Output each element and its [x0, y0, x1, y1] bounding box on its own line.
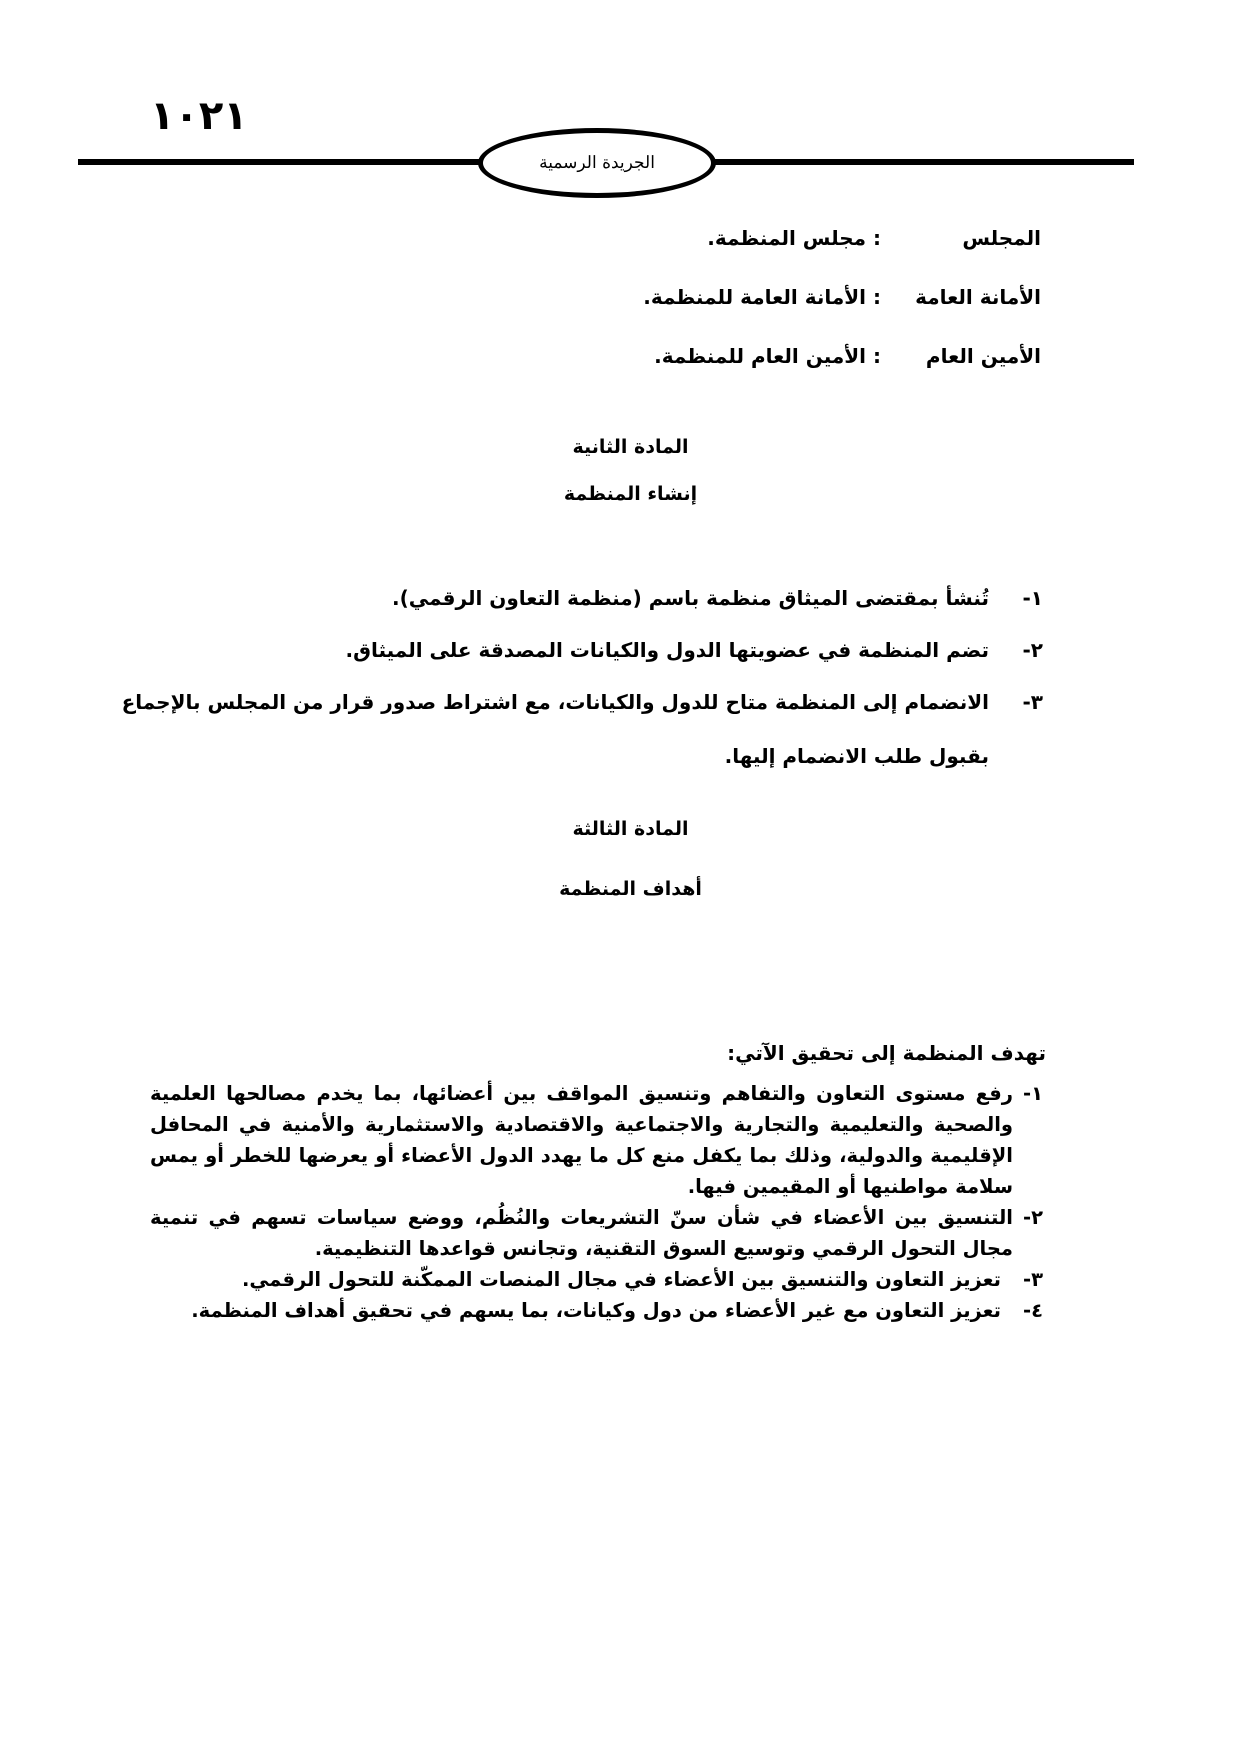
article3-intro: تهدف المنظمة إلى تحقيق الآتي: — [727, 1041, 1046, 1065]
list-item — [150, 1264, 1043, 1295]
item-text: تعزيز التعاون والتنسيق بين الأعضاء في مجال المنصات الممكّنة للتحول الرقمي. — [241, 1268, 1001, 1291]
article3-subtitle: أهداف المنظمة — [559, 878, 702, 900]
item-number: ١- — [1022, 586, 1043, 610]
gazette-title-badge — [478, 128, 716, 198]
list-item — [150, 1078, 1043, 1202]
definition-row — [643, 287, 1041, 307]
article2-list — [121, 586, 1043, 768]
item-number: ٤- — [1023, 1299, 1043, 1322]
definition-value: : الأمانة العامة للمنظمة. — [643, 285, 881, 309]
definition-term: المجلس — [962, 226, 1041, 250]
definition-value: : الأمين العام للمنظمة. — [654, 344, 881, 368]
item-text-continuation: بقبول طلب الانضمام إليها. — [724, 744, 989, 768]
definition-row — [654, 346, 1041, 366]
list-item — [150, 1295, 1043, 1326]
page-number: ١٠٢١ — [150, 93, 248, 139]
article3-title: المادة الثالثة — [572, 818, 689, 840]
item-text: الانضمام إلى المنظمة متاح للدول والكيانات، مع اشتراط صدور قرار من المجلس بالإجماع — [121, 690, 989, 714]
item-text: تُنشأ بمقتضى الميثاق منظمة باسم (منظمة التعاون الرقمي). — [392, 586, 989, 610]
list-item — [150, 640, 1043, 660]
item-text: تعزيز التعاون مع غير الأعضاء من دول وكيانات، بما يسهم في تحقيق أهداف المنظمة. — [191, 1299, 1001, 1322]
item-number: ٢- — [1023, 1206, 1043, 1229]
item-text: رفع مستوى التعاون والتفاهم وتنسيق المواقف بين أعضائها، بما يخدم مصالحها العلمية والصحية والتعليمية والتجارية والاجتماعية والاقتصادية والاستثمارية والأمنية في المحافل الإقليمية والدولية، وذلك بما يكفل منع كل ما يهدد الدول الأعضاء أو يعرضها للخطر أو يمس سلامة مواطنيها أو المقيمين فيها. — [150, 1082, 1013, 1198]
item-text: التنسيق بين الأعضاء في شأن سنّ التشريعات والنُظُم، ووضع سياسات تسهم في تنمية مجال التحول الرقمي وتوسيع السوق التقنية، وتجانس قواعدها التنظيمية. — [150, 1206, 1013, 1260]
definition-term: الأمين العام — [925, 344, 1041, 368]
definition-term: الأمانة العامة — [915, 285, 1041, 309]
item-number: ٢- — [1022, 638, 1043, 662]
gazette-title: الجريدة الرسمية — [539, 153, 655, 173]
article2-subtitle: إنشاء المنظمة — [563, 483, 698, 505]
definition-row — [707, 228, 1041, 248]
list-item — [150, 588, 1043, 608]
list-item — [121, 690, 1043, 714]
article2-title: المادة الثانية — [572, 436, 689, 458]
item-number: ٣- — [1022, 690, 1043, 714]
item-text: تضم المنظمة في عضويتها الدول والكيانات المصدقة على الميثاق. — [345, 638, 989, 662]
definition-value: : مجلس المنظمة. — [707, 226, 881, 250]
item-number: ٣- — [1023, 1268, 1043, 1291]
item-number: ١- — [1023, 1082, 1043, 1105]
article3-list — [150, 1078, 1043, 1326]
list-item — [150, 1202, 1043, 1264]
